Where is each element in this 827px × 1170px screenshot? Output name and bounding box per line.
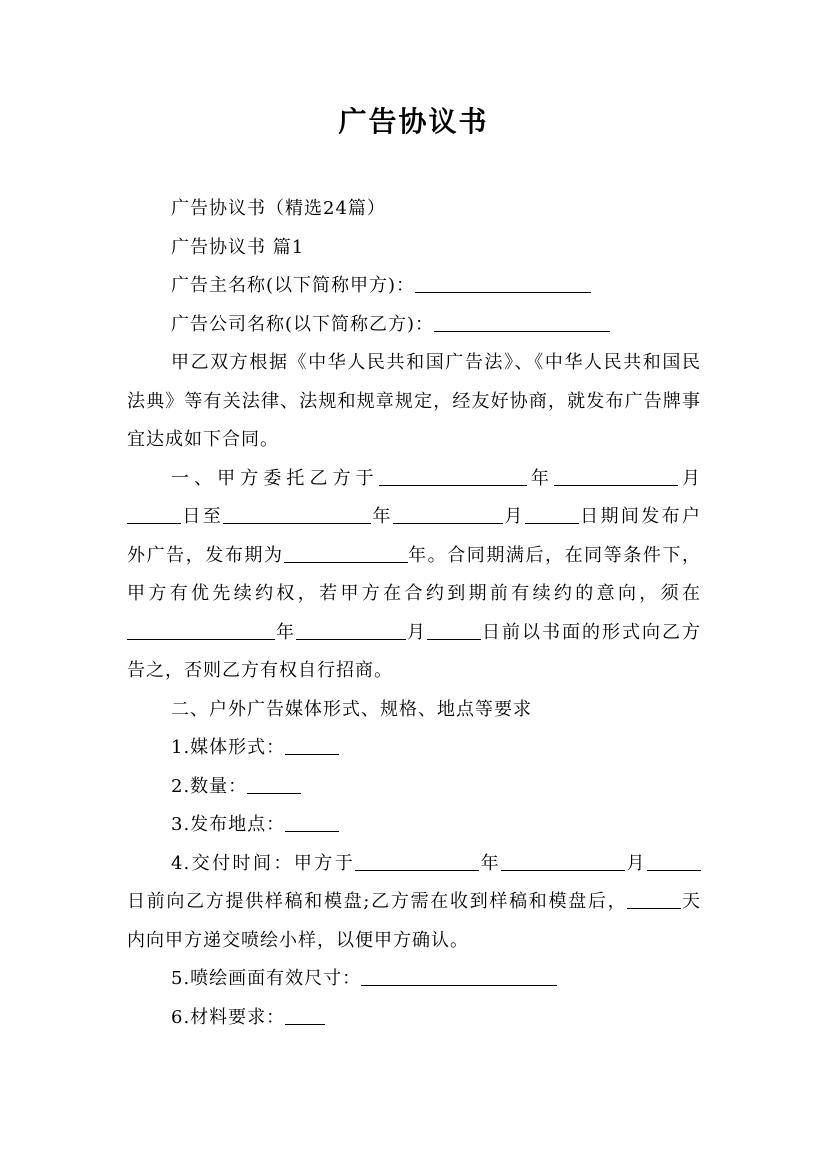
blank bbox=[379, 467, 527, 486]
item-5-line bbox=[127, 960, 701, 999]
item-4-text: 4.交付时间：甲方于 bbox=[171, 852, 356, 874]
item-1-label: 1.媒体形式： bbox=[171, 737, 286, 758]
clause-1-text: 年。合同期满后，在同等条件下，甲方有优先续约权，若甲方在合约到期前有续约的意向，须在 bbox=[127, 544, 702, 604]
intro-paragraph bbox=[127, 344, 701, 460]
subtitle-text: 广告协议书（精选24篇） bbox=[171, 198, 386, 219]
item-1-line bbox=[127, 729, 701, 768]
blank bbox=[285, 736, 339, 755]
party-b-blank bbox=[434, 313, 610, 332]
section-heading bbox=[127, 229, 701, 268]
blank bbox=[427, 621, 481, 640]
blank bbox=[647, 852, 701, 871]
year-label: 年 bbox=[275, 621, 296, 643]
blank bbox=[627, 890, 681, 909]
party-a-line bbox=[127, 267, 701, 306]
item-5-label: 5.喷绘画面有效尺寸： bbox=[171, 968, 362, 989]
clause-1-paragraph bbox=[127, 460, 701, 691]
item-3-label: 3.发布地点： bbox=[171, 814, 286, 835]
blank bbox=[525, 505, 579, 524]
blank bbox=[393, 505, 503, 524]
year-label: 年 bbox=[479, 852, 502, 874]
blank bbox=[127, 505, 181, 524]
blank bbox=[127, 621, 275, 640]
item-2-line bbox=[127, 768, 701, 807]
clause-1-text: 日前以书面的形式向乙方告之，否则乙方有权自行招商。 bbox=[127, 621, 701, 681]
blank bbox=[247, 775, 301, 794]
item-3-line bbox=[127, 806, 701, 845]
blank bbox=[355, 852, 479, 871]
blank bbox=[361, 967, 557, 986]
year-label: 年 bbox=[526, 467, 554, 489]
item-6-label: 6.材料要求： bbox=[171, 1006, 286, 1028]
month-label: 月 bbox=[677, 467, 702, 489]
clause-2-text: 二、户外广告媒体形式、规格、地点等要求 bbox=[171, 698, 532, 720]
section-heading-text: 广告协议书 篇1 bbox=[171, 236, 305, 258]
item-6-line bbox=[127, 999, 701, 1038]
item-2-label: 2.数量： bbox=[171, 775, 248, 797]
year-label: 年 bbox=[371, 506, 393, 527]
blank bbox=[554, 467, 678, 486]
clause-2-heading bbox=[127, 691, 701, 730]
blank bbox=[296, 621, 406, 640]
blank bbox=[285, 813, 339, 832]
document-body bbox=[127, 190, 701, 1037]
clause-1-text: 日期间发布户外广告，发布期为 bbox=[127, 506, 702, 566]
item-4-paragraph bbox=[127, 845, 701, 961]
intro-text: 甲乙双方根据《中华人民共和国广告法》、《中华人民共和国民法典》等有关法律、法规和规章规定，经友好协商，就发布广告牌事宜达成如下合同。 bbox=[127, 352, 701, 450]
day-label: 日至 bbox=[181, 506, 224, 527]
blank bbox=[223, 505, 371, 524]
month-label: 月 bbox=[625, 852, 648, 874]
item-4-text: 天内向甲方递交喷绘小样，以便甲方确认。 bbox=[127, 891, 702, 951]
blank bbox=[501, 852, 625, 871]
month-label: 月 bbox=[406, 621, 427, 643]
party-a-blank bbox=[415, 274, 591, 293]
item-4-text: 日前向乙方提供样稿和模盘;乙方需在收到样稿和模盘后， bbox=[127, 891, 628, 912]
party-a-label: 广告主名称(以下简称甲方)： bbox=[171, 275, 416, 296]
party-b-line bbox=[127, 306, 701, 345]
clause-1-text: 一、甲方委托乙方于 bbox=[171, 467, 379, 489]
party-b-label: 广告公司名称(以下简称乙方)： bbox=[171, 313, 435, 335]
blank bbox=[284, 544, 408, 563]
blank bbox=[285, 1006, 325, 1025]
document-title: 广告协议书 bbox=[338, 105, 489, 138]
month-label: 月 bbox=[502, 506, 525, 527]
subtitle bbox=[127, 190, 701, 229]
